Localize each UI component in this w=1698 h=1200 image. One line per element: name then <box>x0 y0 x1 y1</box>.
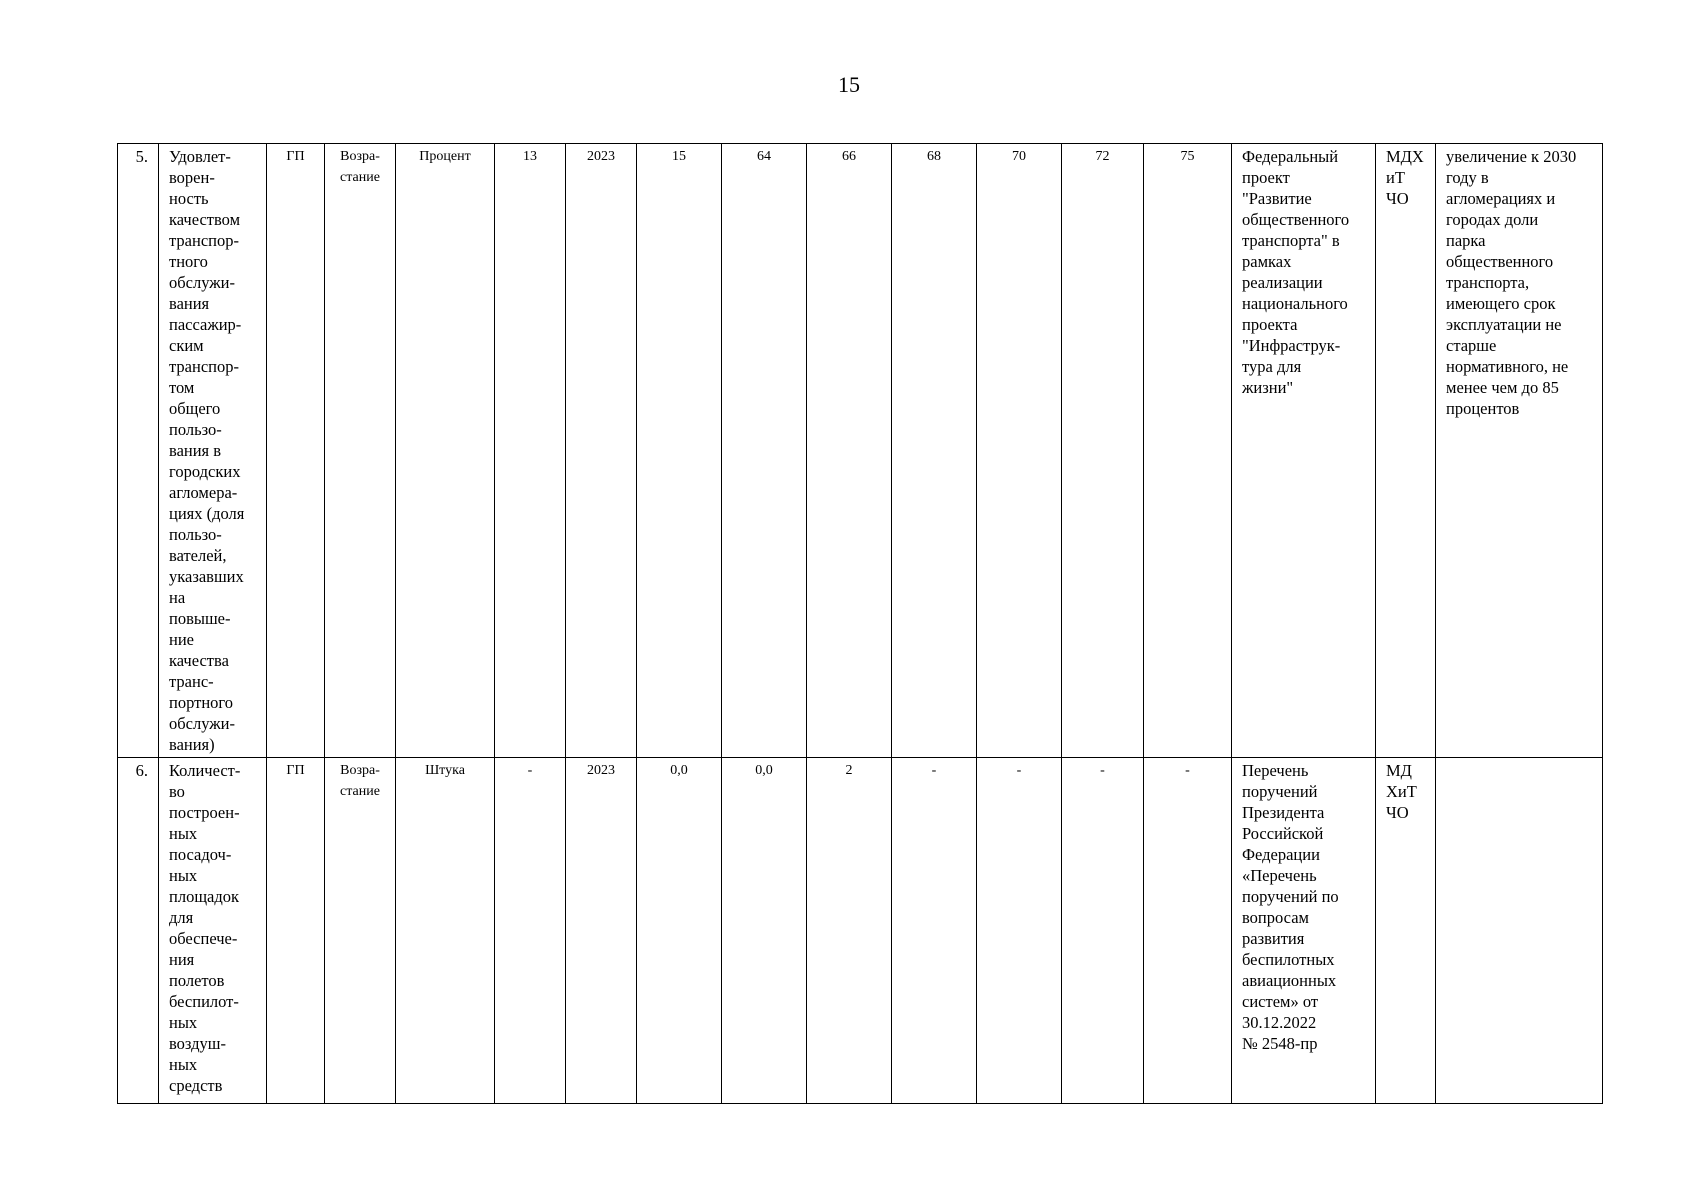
indicator-name: Удовлет- ворен- ность качеством транспор- тного обслужи- вания пассажир- ским транспор- том общего пользо- вания в городских агломера- циях (доля пользо- вателей, указавших на повыше- ние качества транс- портного обслужи- вания) <box>159 144 267 758</box>
value-2024: 0,0 <box>637 758 722 1104</box>
indicator-unit: Штука <box>396 758 495 1104</box>
base-year: 2023 <box>566 758 637 1104</box>
indicator-level: ГП <box>267 144 325 758</box>
indicator-trend: Возра- стание <box>325 758 396 1104</box>
national-goal <box>1436 758 1603 1104</box>
value-2028: - <box>977 758 1062 1104</box>
value-2028: 70 <box>977 144 1062 758</box>
value-2025: 0,0 <box>722 758 807 1104</box>
base-value: - <box>495 758 566 1104</box>
source-document: Федеральный проект "Развитие общественного транспорта" в рамках реализации национального проекта "Инфраструк- тура для жизни" <box>1232 144 1376 758</box>
responsible-body: МД ХиТ ЧО <box>1376 758 1436 1104</box>
value-2029: - <box>1062 758 1144 1104</box>
value-2025: 64 <box>722 144 807 758</box>
value-2027: - <box>892 758 977 1104</box>
indicator-trend: Возра- стание <box>325 144 396 758</box>
value-2026: 2 <box>807 758 892 1104</box>
responsible-body: МДХ иТ ЧО <box>1376 144 1436 758</box>
base-value: 13 <box>495 144 566 758</box>
indicator-unit: Процент <box>396 144 495 758</box>
base-year: 2023 <box>566 144 637 758</box>
value-2030: - <box>1144 758 1232 1104</box>
page-number: 15 <box>838 72 860 97</box>
source-document: Перечень поручений Президента Российской Федерации «Перечень поручений по вопросам развития беспилотных авиационных систем» от 30.12.2022 № 2548-пр <box>1232 758 1376 1104</box>
indicators-table <box>117 143 1603 1104</box>
value-2030: 75 <box>1144 144 1232 758</box>
indicator-level: ГП <box>267 758 325 1104</box>
indicator-name: Количест- во построен- ных посадоч- ных площадок для обеспече- ния полетов беспилот- ных воздуш- ных средств <box>159 758 267 1104</box>
value-2024: 15 <box>637 144 722 758</box>
table-row <box>118 144 1603 758</box>
row-number: 5. <box>118 144 159 758</box>
row-number: 6. <box>118 758 159 1104</box>
value-2029: 72 <box>1062 144 1144 758</box>
value-2026: 66 <box>807 144 892 758</box>
value-2027: 68 <box>892 144 977 758</box>
national-goal: увеличение к 2030 году в агломерациях и городах доли парка общественного транспорта, имеющего срок эксплуатации не старше нормативного, не менее чем до 85 процентов <box>1436 144 1603 758</box>
table-row <box>118 758 1603 1104</box>
